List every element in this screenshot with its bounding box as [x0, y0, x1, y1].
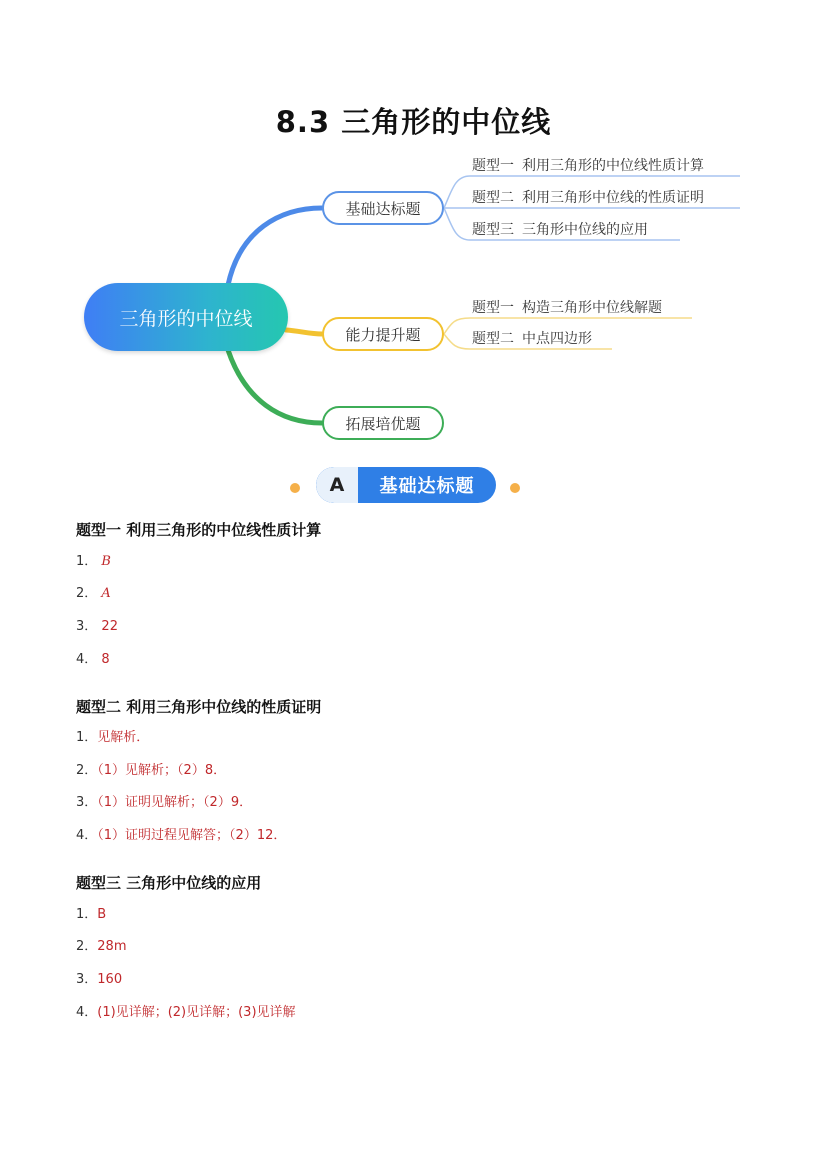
item-answer: （1）证明过程见解答；（2）12． [97, 828, 287, 843]
answer-item [76, 550, 111, 569]
banner-dot-left [290, 483, 300, 493]
item-number: 4． [76, 652, 98, 667]
item-answer: B [97, 907, 107, 922]
item-answer: B [101, 554, 111, 569]
answer-item [76, 791, 252, 810]
item-answer: （1）见解析；（2）8． [97, 763, 227, 778]
leaf-type: 题型二 [472, 190, 514, 206]
leaf-text: 利用三角形中位线的性质证明 [522, 190, 704, 206]
item-number: 4． [76, 1005, 98, 1020]
item-number: 4． [76, 828, 98, 843]
leaf-text: 利用三角形的中位线性质计算 [522, 158, 704, 174]
mindmap-root-node: 三角形的中位线 [84, 283, 288, 351]
answer-item [76, 648, 110, 667]
item-number: 2． [76, 939, 98, 954]
mindmap-branch-advanced: 能力提升题 [322, 317, 444, 351]
mindmap-branch-extension: 拓展培优题 [322, 406, 444, 440]
leaf-type: 题型一 [472, 300, 514, 316]
section-heading: 题型三 三角形中位线的应用 [76, 874, 262, 892]
mindmap-leaf [472, 155, 704, 175]
section-heading: 题型二 利用三角形中位线的性质证明 [76, 698, 322, 716]
answer-item [76, 582, 111, 601]
banner-letter: A [316, 467, 358, 503]
item-number: 3． [76, 619, 98, 634]
leaf-type: 题型一 [472, 158, 514, 174]
section-banner [316, 467, 496, 503]
answer-item [76, 824, 286, 843]
answer-item [76, 935, 127, 954]
item-answer: 160 [97, 972, 123, 987]
mindmap-branch-basic: 基础达标题 [322, 191, 444, 225]
item-number: 1． [76, 730, 98, 745]
connector-root-branch1 [228, 208, 322, 285]
answer-item [76, 726, 149, 745]
item-answer: A [101, 586, 111, 601]
answer-item [76, 903, 106, 922]
banner-label: 基础达标题 [379, 476, 475, 497]
leaf-type: 题型二 [472, 331, 514, 347]
leaf-text: 中点四边形 [522, 331, 592, 347]
mindmap-leaf [472, 328, 592, 348]
mindmap-leaf [472, 297, 662, 317]
item-answer: 22 [101, 619, 118, 634]
answer-item [76, 615, 118, 634]
item-answer: (1)见详解；(2)见详解；(3)见详解 [97, 1005, 296, 1020]
leaf-text: 构造三角形中位线解题 [522, 300, 662, 316]
page-title: 8.3 三角形的中位线 [275, 105, 552, 139]
mindmap-leaf [472, 187, 704, 207]
item-number: 3． [76, 972, 98, 987]
item-number: 1． [76, 554, 98, 569]
leaf-text: 三角形中位线的应用 [522, 222, 648, 238]
item-answer: 8 [101, 652, 110, 667]
answer-item [76, 1001, 296, 1020]
item-number: 3． [76, 795, 98, 810]
connector-root-branch2 [286, 330, 322, 334]
item-number: 2． [76, 763, 98, 778]
section-heading: 题型一 利用三角形的中位线性质计算 [76, 521, 322, 539]
mindmap-leaf [472, 219, 648, 239]
connector-root-branch3 [228, 350, 322, 423]
item-answer: 28m [97, 939, 127, 954]
answer-item [76, 968, 122, 987]
answer-item [76, 759, 226, 778]
item-number: 2． [76, 586, 98, 601]
item-number: 1． [76, 907, 98, 922]
banner-dot-right [510, 483, 520, 493]
leaf-type: 题型三 [472, 222, 514, 238]
item-answer: 见解析． [97, 730, 150, 745]
item-answer: （1）证明见解析；（2）9． [97, 795, 253, 810]
